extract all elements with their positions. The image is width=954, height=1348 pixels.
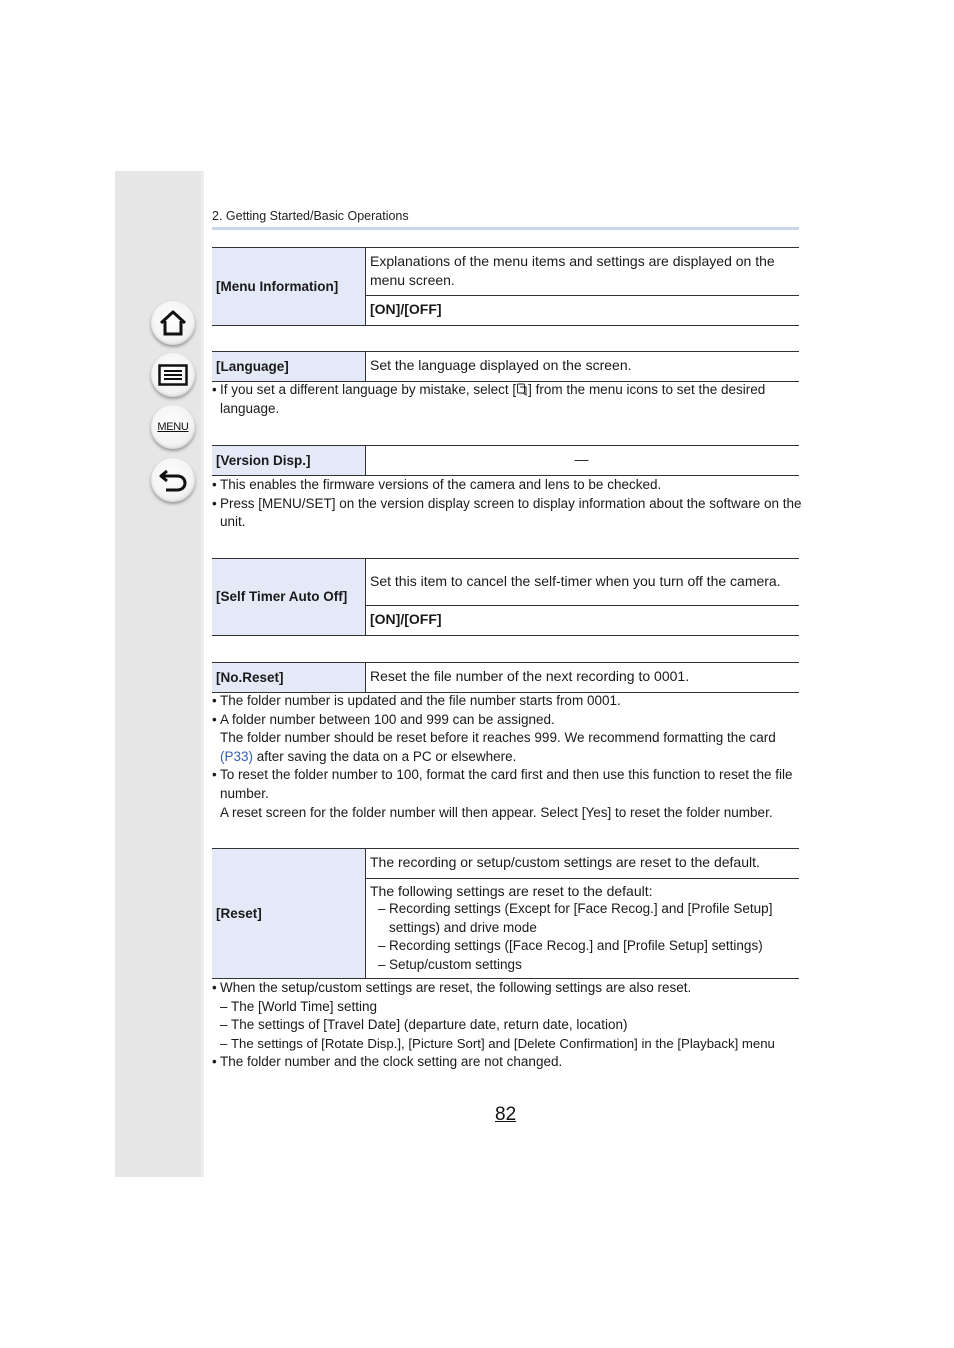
no-reset-note-continued: The folder number should be reset before it reaches 999. We recommend formatting the card (P33) after saving the data on a PC or elsewhere.	[220, 730, 776, 764]
contents-button[interactable]	[151, 353, 195, 397]
self-timer-table	[212, 558, 799, 636]
sidebar-edge	[201, 171, 204, 1177]
no-reset-label: [No.Reset]	[212, 663, 366, 693]
menu-information-table	[212, 247, 799, 326]
menu-information-options: [ON]/[OFF]	[366, 296, 800, 326]
reset-subnote: – The settings of [Rotate Disp.], [Picture Sort] and [Delete Confirmation] in the [Playback] menu	[212, 1035, 802, 1054]
reset-note: • The folder number and the clock setting are not changed.	[212, 1053, 802, 1072]
language-setup-icon	[516, 383, 528, 396]
language-notes	[212, 381, 802, 418]
reset-intro: The following settings are reset to the default:	[370, 882, 653, 899]
language-label: [Language]	[212, 352, 366, 382]
no-reset-note: • The folder number is updated and the file number starts from 0001.	[212, 692, 802, 711]
breadcrumb-rule	[212, 227, 799, 230]
reset-item-continued: settings) and drive mode	[389, 919, 537, 935]
reset-details	[366, 878, 800, 979]
menu-information-description: Explanations of the menu items and settings are displayed on the menu screen.	[366, 248, 800, 296]
page-33-link[interactable]: (P33)	[220, 748, 254, 764]
version-disp-table	[212, 445, 799, 476]
no-reset-note-continued: A reset screen for the folder number will then appear. Select [Yes] to reset the folder number.	[220, 804, 773, 820]
self-timer-options: [ON]/[OFF]	[366, 606, 800, 636]
no-reset-table	[212, 662, 799, 693]
reset-note: • When the setup/custom settings are reset, the following settings are also reset.	[212, 979, 802, 998]
no-reset-notes	[212, 692, 802, 822]
reset-description: The recording or setup/custom settings are reset to the default.	[366, 849, 800, 879]
language-table	[212, 351, 799, 382]
self-timer-label: [Self Timer Auto Off]	[212, 559, 366, 636]
back-button[interactable]	[151, 458, 195, 502]
language-note: • If you set a different language by mistake, select [ ] from the menu icons to set the desired language.	[212, 381, 802, 418]
version-disp-label: [Version Disp.]	[212, 446, 366, 476]
reset-subnote: – The settings of [Travel Date] (departure date, return date, location)	[212, 1016, 802, 1035]
no-reset-note: • A folder number between 100 and 999 can be assigned.	[212, 711, 802, 730]
menu-label: MENU	[157, 421, 189, 433]
no-reset-note: • To reset the folder number to 100, format the card first and then use this function to reset the file number.	[212, 766, 802, 803]
reset-table	[212, 848, 799, 979]
reset-subnote: – The [World Time] setting	[212, 998, 802, 1017]
reset-label: [Reset]	[212, 849, 366, 979]
version-note: • This enables the firmware versions of the camera and lens to be checked.	[212, 476, 802, 495]
no-reset-description: Reset the file number of the next recording to 0001.	[366, 663, 800, 693]
list-icon	[158, 364, 188, 386]
page-number: 82	[495, 1104, 517, 1125]
menu-button[interactable]	[151, 405, 195, 449]
self-timer-description: Set this item to cancel the self-timer when you turn off the camera.	[366, 559, 800, 606]
home-icon	[158, 309, 188, 337]
reset-item: – Recording settings ([Face Recog.] and [Profile Setup] settings)	[370, 937, 793, 956]
version-note: • Press [MENU/SET] on the version display screen to display information about the software on the unit.	[212, 495, 802, 532]
reset-notes	[212, 979, 802, 1072]
version-disp-notes	[212, 476, 802, 532]
version-disp-value: —	[366, 446, 800, 476]
return-icon	[158, 467, 188, 493]
breadcrumb: 2. Getting Started/Basic Operations	[212, 209, 409, 223]
language-description: Set the language displayed on the screen.	[366, 352, 800, 382]
reset-item: – Recording settings (Except for [Face Recog.] and [Profile Setup]	[370, 900, 793, 919]
menu-information-label: [Menu Information]	[212, 248, 366, 326]
reset-item: – Setup/custom settings	[370, 956, 793, 975]
home-button[interactable]	[151, 301, 195, 345]
